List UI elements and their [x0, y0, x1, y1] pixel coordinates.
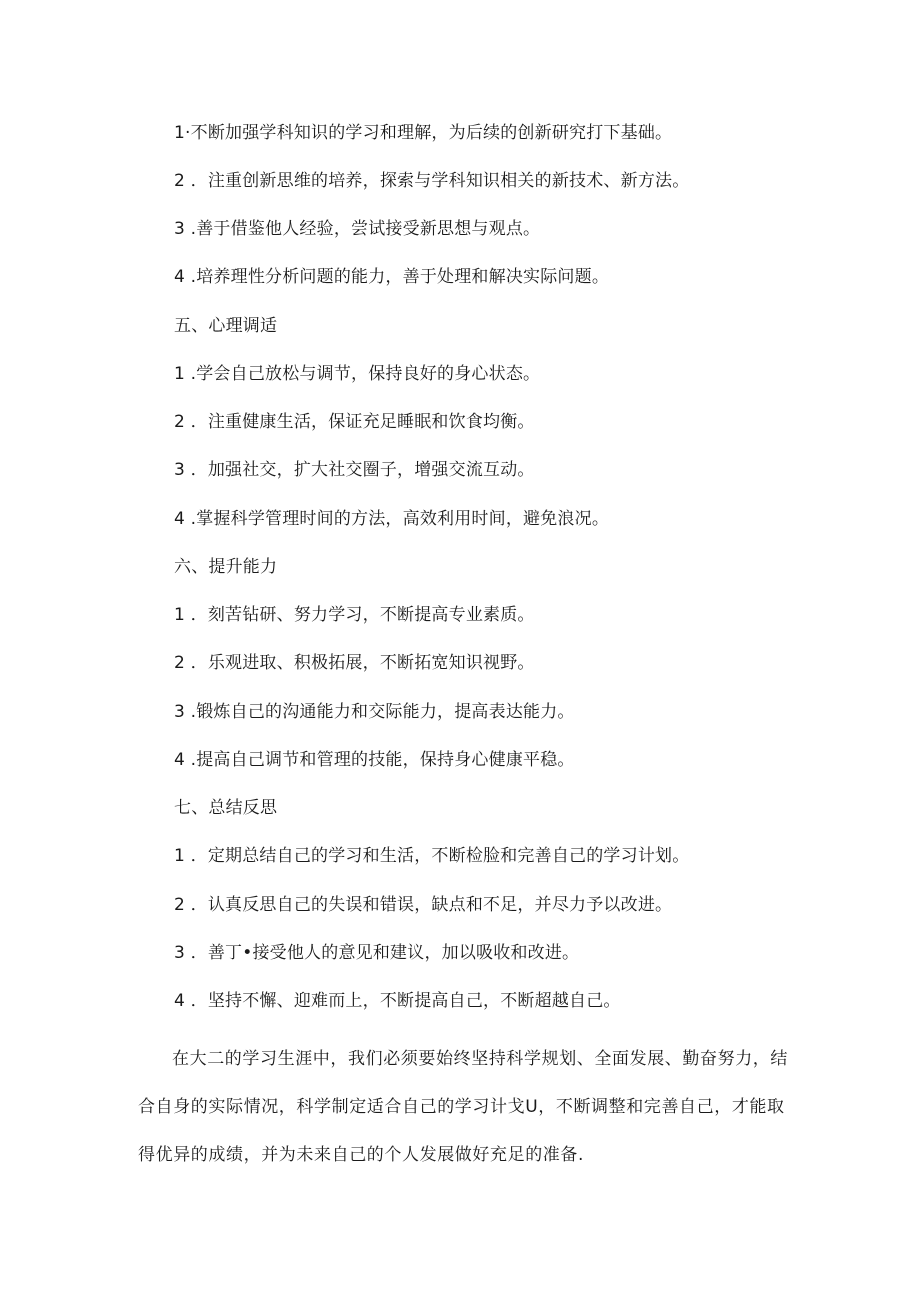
section5-item-3: 3 ．加强社交，扩大社交圈子，增强交流互动。	[174, 460, 535, 480]
section7-item-1: 1 ．定期总结自己的学习和生活，不断检脸和完善自己的学习计划。	[174, 846, 690, 866]
section7-item-3: 3 ．善丁•接受他人的意见和建议，加以吸收和改进。	[174, 943, 580, 963]
conclusion-paragraph	[138, 1035, 788, 1179]
section6-item-1: 1 ．刻苦钻研、努力学习，不断提高专业素质。	[174, 605, 535, 625]
section5-item-4: 4 .掌握科学管理时间的方法，高效利用时间，避免浪况。	[174, 509, 610, 529]
section6-heading: 六、提升能力	[174, 557, 278, 577]
section5-heading: 五、心理调适	[174, 316, 278, 336]
section6-item-2: 2 ．乐观进取、积极拓展，不断拓宽知识视野。	[174, 653, 535, 673]
section6-item-3: 3 .锻炼自己的沟通能力和交际能力，提高表达能力。	[174, 702, 575, 722]
section4-item-1: 1·不断加强学科知识的学习和理解，为后续的创新研究打下基础。	[174, 123, 673, 143]
section7-item-2: 2 ．认真反思自己的失误和错误，缺点和不足，并尽力予以改进。	[174, 895, 673, 915]
section4-item-2: 2 ．注重创新思维的培养，探索与学科知识相关的新技术、新方法。	[174, 171, 690, 191]
section7-heading: 七、总结反思	[174, 798, 278, 818]
conclusion-text: 在大二的学习生涯中，我们必须要始终坚持科学规划、全面发展、勤奋努力，结合自身的实际情况，科学制定适合自己的学习计戈U，不断调整和完善自己，才能取得优异的成绩，并为未来自己的个人发展做好充足的准备.	[138, 1049, 788, 1165]
section7-item-4: 4 ．坚持不懈、迎难而上，不断提高自己，不断超越自己。	[174, 991, 621, 1011]
section4-item-3: 3 .善于借鉴他人经验，尝试接受新思想与观点。	[174, 219, 541, 239]
section5-item-1: 1 .学会自己放松与调节，保持良好的身心状态。	[174, 364, 541, 384]
section5-item-2: 2 ．注重健康生活，保证充足睡眠和饮食均衡。	[174, 412, 535, 432]
section4-item-4: 4 .培养理性分析问题的能力，善于处理和解决实际问题。	[174, 267, 610, 287]
section6-item-4: 4 .提高自己调节和管理的技能，保持身心健康平稳。	[174, 750, 575, 770]
